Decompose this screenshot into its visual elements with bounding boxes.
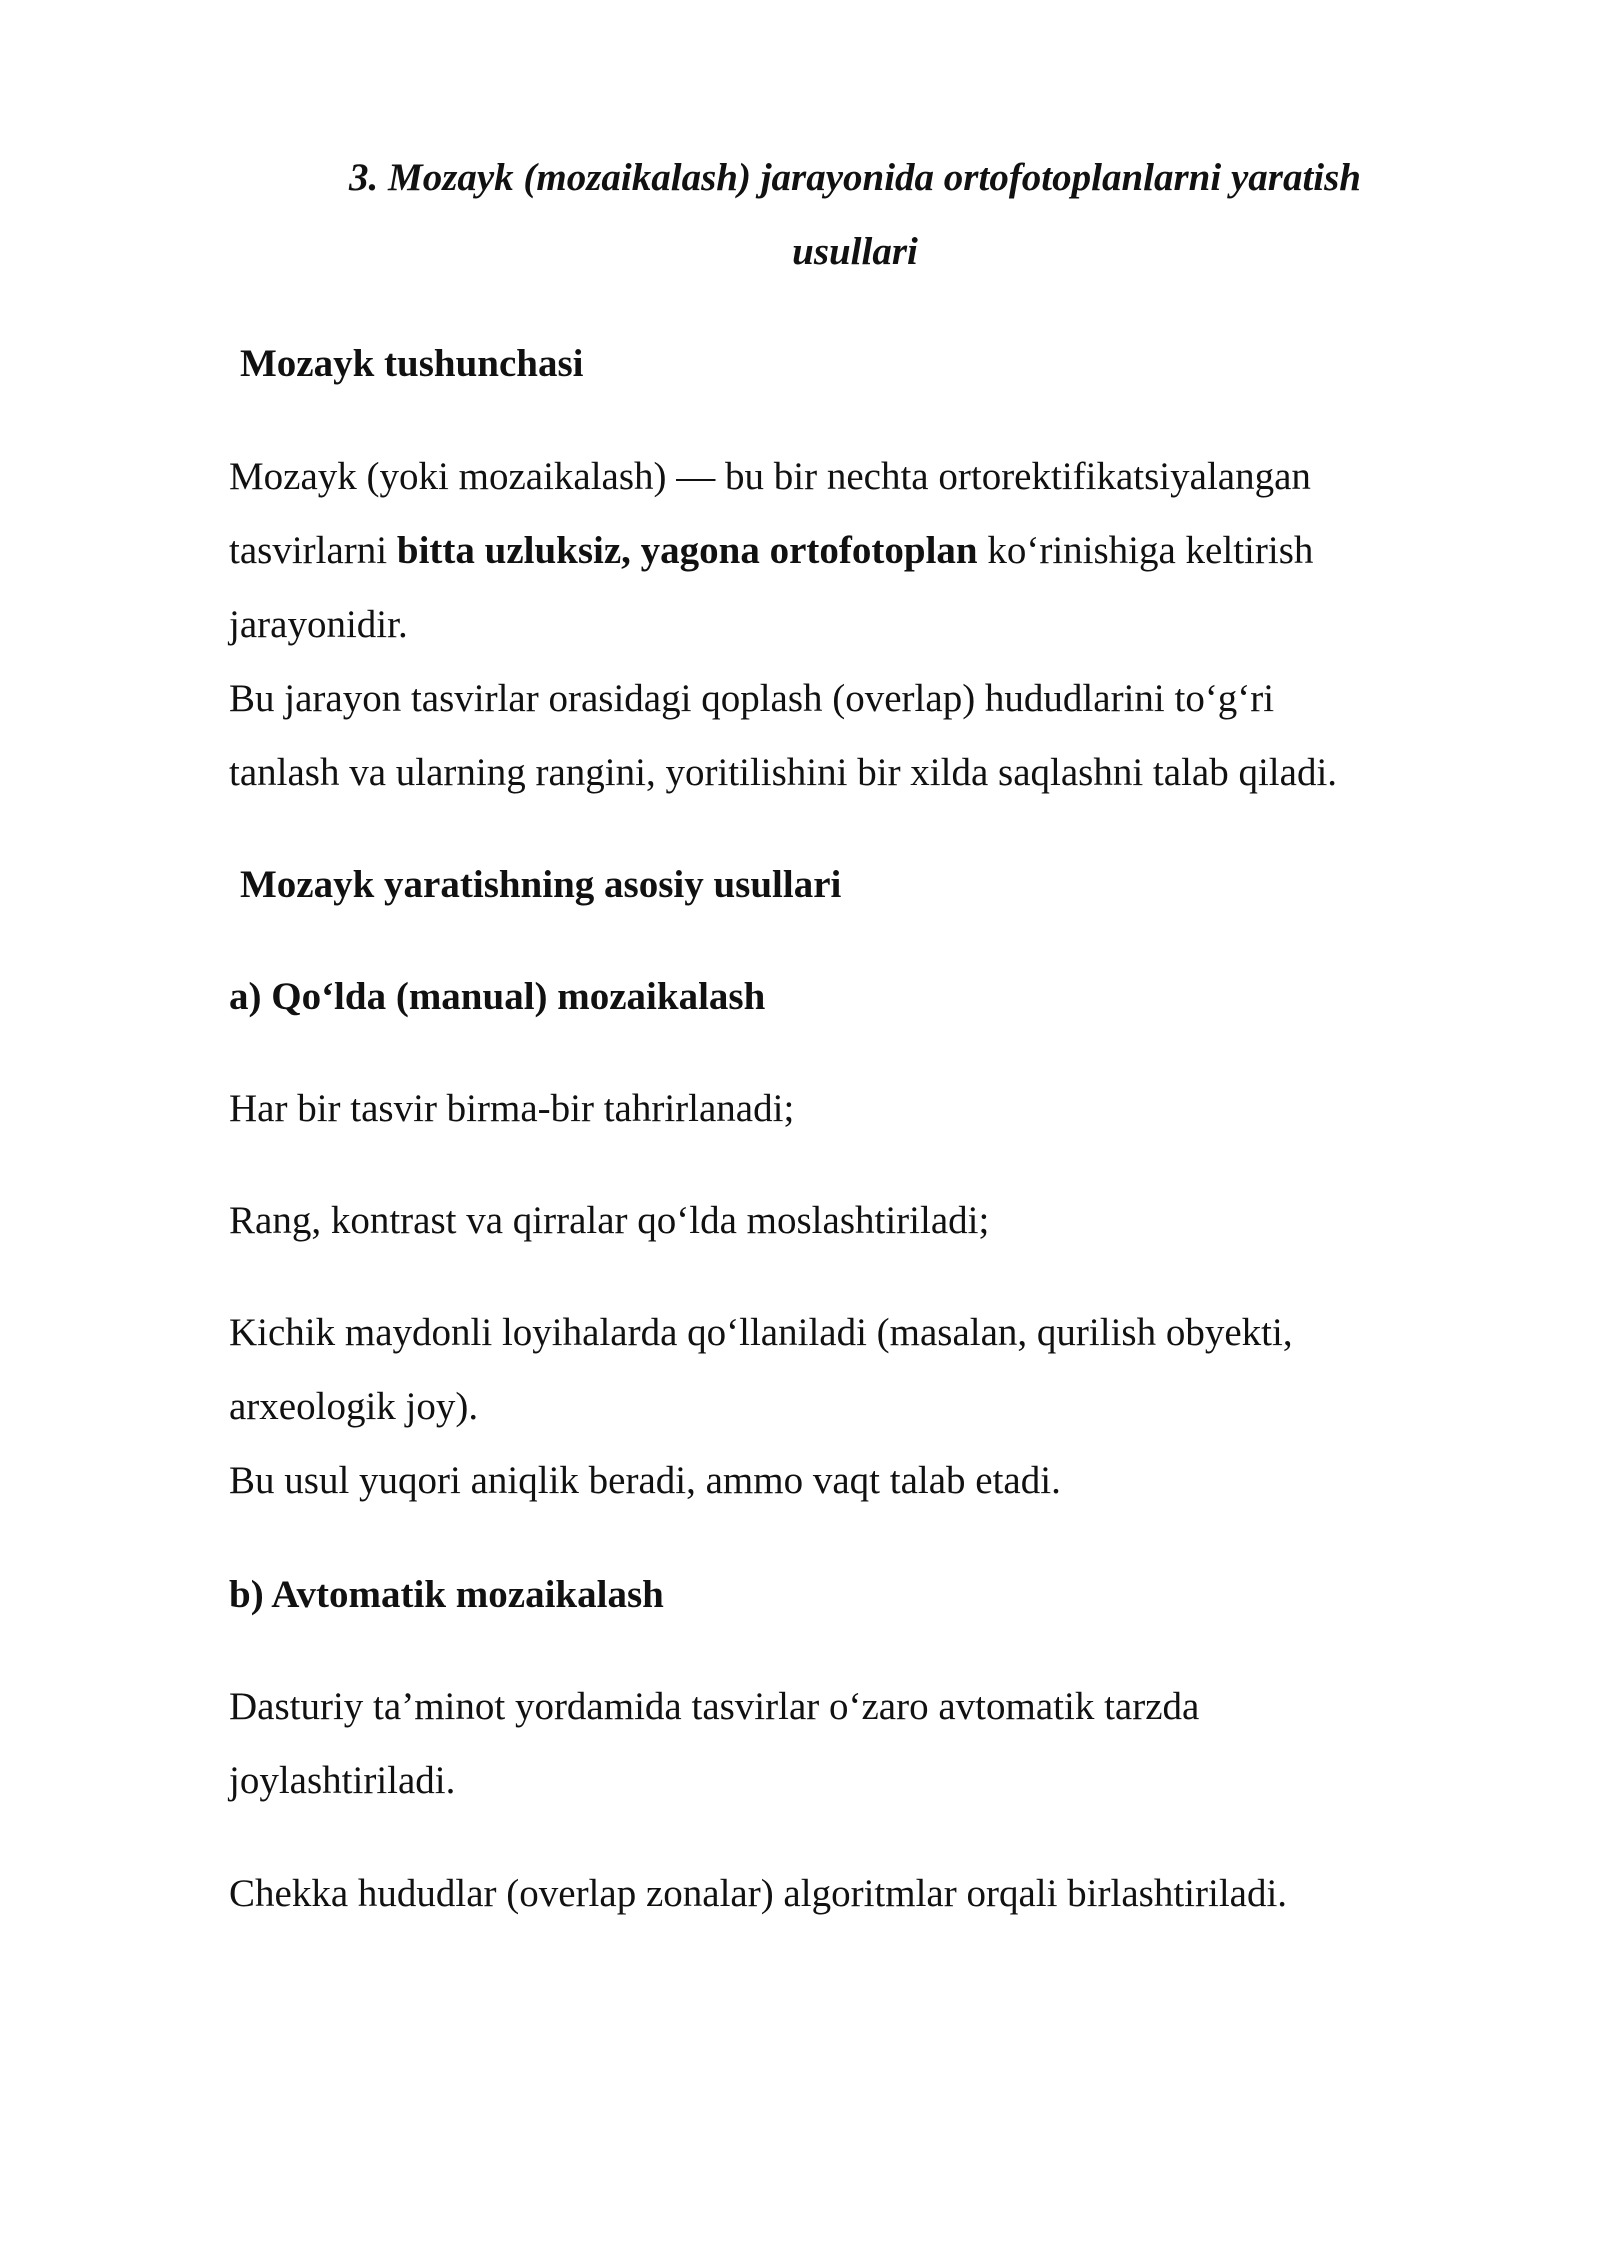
manual-item-3-line-2: arxeologik joy). (229, 1385, 479, 1428)
concept-line-3: jarayonidir. (229, 603, 408, 646)
manual-item-3-line-1: Kichik maydonli loyihalarda qo‘llaniladi (masalan, qurilish obyekti, (229, 1311, 1293, 1354)
manual-item-2-text: Rang, kontrast va qirralar qo‘lda moslashtiriladi; (229, 1199, 990, 1242)
automatic-item-2-text: Chekka hududlar (overlap zonalar) algoritmlar orqali birlashtiriladi. (229, 1872, 1288, 1915)
concept-line-1: Mozayk (yoki mozaikalash) — bu bir nechta ortorektifikatsiyalangan (229, 455, 1311, 498)
concept-line-2-post: ko‘rinishiga keltirish (977, 529, 1314, 572)
section-heading-concept: Mozayk tushunchasi (240, 342, 584, 385)
section-heading-methods: Mozayk yaratishning asosiy usullari (240, 863, 842, 906)
document-title (230, 141, 1480, 289)
concept-line-5: tanlash va ularning rangini, yoritilishini bir xilda saqlashni talab qiladi. (229, 751, 1338, 794)
manual-item-1 (229, 1072, 1529, 1146)
concept-line-4: Bu jarayon tasvirlar orasidagi qoplash (overlap) hududlarini to‘g‘ri (229, 677, 1275, 720)
automatic-item-1-line-2: joylashtiriladi. (229, 1759, 456, 1802)
title-line-2: usullari (792, 230, 918, 273)
concept-line-2-pre: tasvirlarni (229, 529, 397, 572)
automatic-item-2 (229, 1857, 1529, 1931)
concept-line-2-bold: bitta uzluksiz, yagona ortofotoplan (396, 529, 978, 572)
automatic-item-1 (229, 1670, 1529, 1818)
concept-line-2 (229, 514, 1529, 588)
manual-item-3 (229, 1296, 1529, 1518)
subsection-heading-manual: a) Qo‘lda (manual) mozaikalash (229, 975, 766, 1018)
automatic-item-1-line-1: Dasturiy ta’minot yordamida tasvirlar o‘zaro avtomatik tarzda (229, 1685, 1200, 1728)
manual-item-2 (229, 1184, 1529, 1258)
subsection-heading-automatic: b) Avtomatik mozaikalash (229, 1573, 664, 1616)
title-line-1: 3. Mozayk (mozaikalash) jarayonida ortofotoplanlarni yaratish (349, 156, 1361, 199)
manual-item-3-line-3: Bu usul yuqori aniqlik beradi, ammo vaqt talab etadi. (229, 1459, 1061, 1502)
manual-item-1-text: Har bir tasvir birma-bir tahrirlanadi; (229, 1087, 795, 1130)
concept-paragraph (229, 440, 1529, 810)
